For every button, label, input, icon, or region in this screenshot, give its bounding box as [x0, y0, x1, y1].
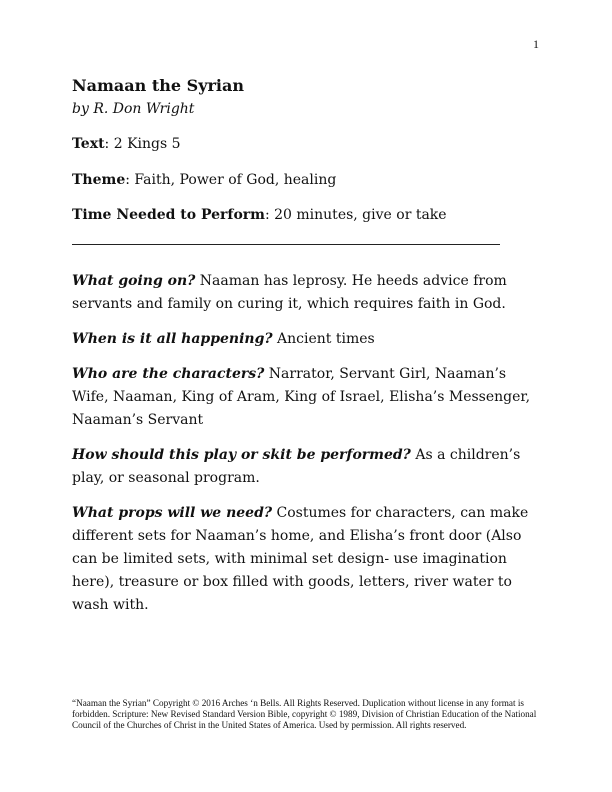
text-label: Text — [72, 136, 105, 152]
text-field — [72, 135, 542, 153]
time-label: Time Needed to Perform — [72, 207, 265, 223]
qa-question: How should this play or skit be performed? — [72, 447, 411, 463]
theme-label: Theme — [72, 172, 126, 188]
qa-item-when — [72, 328, 542, 351]
qa-question: What going on? — [72, 273, 196, 289]
qa-item-characters — [72, 363, 542, 432]
play-title: Namaan the Syrian — [72, 76, 244, 95]
qa-question: When is it all happening? — [72, 331, 273, 347]
theme-field — [72, 171, 542, 189]
qa-answer: Naaman has leprosy. He heeds advice from servants and family on curing it, which requires faith in God. — [72, 273, 507, 312]
text-value: : 2 Kings 5 — [104, 136, 181, 152]
qa-answer: Ancient times — [272, 331, 375, 347]
qa-answer: Narrator, Servant Girl, Naaman’s Wife, Naaman, King of Aram, King of Israel, Elisha’s Messenger, Naaman’s Servant — [72, 366, 531, 428]
qa-question: Who are the characters? — [72, 366, 265, 382]
qa-answer: As a children’s play, or seasonal program. — [72, 447, 521, 486]
qa-item-whats-going-on — [72, 270, 542, 316]
qa-item-performance — [72, 444, 542, 490]
time-value: : 20 minutes, give or take — [264, 207, 447, 223]
copyright-footer: “Naaman the Syrian” Copyright © 2016 Arches ‘n Bells. All Rights Reserved. Duplication without license in any format is forbidden. Scripture: New Revised Standard Version Bible, copyright © 1989, Division of Christian Education of the National Council of the Churches of Christ in the United States of America. Used by permission. All rights reserved. — [72, 698, 537, 730]
theme-value: : Faith, Power of God, healing — [125, 172, 337, 188]
time-field — [72, 206, 542, 224]
page-number: 1 — [533, 37, 539, 51]
author-byline: by R. Don Wright — [72, 101, 195, 117]
section-divider — [72, 244, 500, 245]
qa-answer: Costumes for characters, can make different sets for Naaman’s home, and Elisha’s front door (Also can be limited sets, with minimal set design- use imagination here), treasure or box filled with goods, letters, river water to wash with. — [72, 505, 529, 613]
qa-item-props — [72, 502, 542, 617]
qa-question: What props will we need? — [72, 505, 273, 521]
document-body — [72, 76, 542, 617]
